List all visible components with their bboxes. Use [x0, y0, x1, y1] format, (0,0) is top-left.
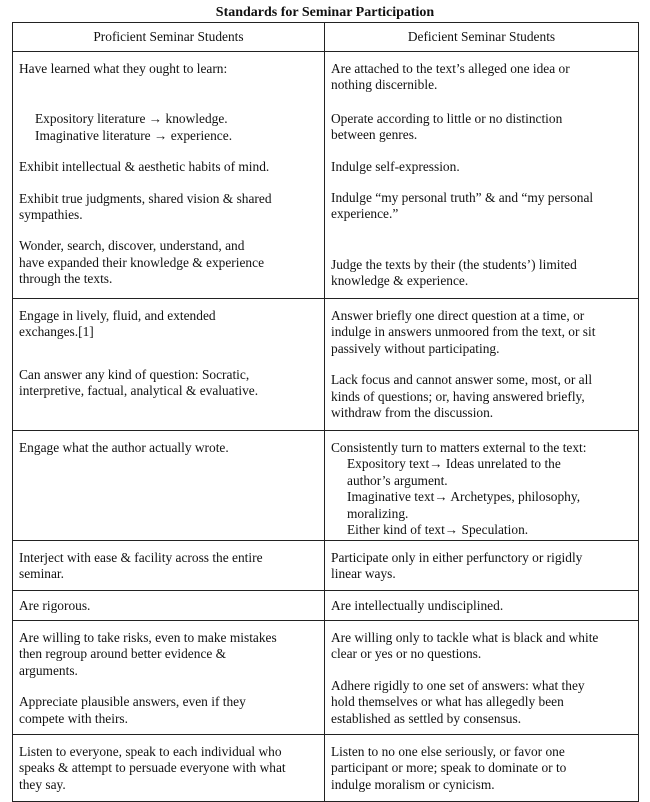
paragraph	[331, 257, 632, 290]
table-row	[13, 299, 639, 431]
text-line: Consistently turn to matters external to the text:	[331, 440, 587, 455]
paragraph	[331, 372, 632, 421]
paragraph	[19, 191, 318, 224]
paragraph	[19, 111, 318, 144]
paragraph	[19, 598, 318, 614]
text-line: kinds of questions; or, having answered briefly,	[331, 388, 585, 404]
text-line: Are intellectually undisciplined.	[331, 598, 504, 613]
header-deficient: Deficient Seminar Students	[325, 23, 639, 52]
deficient-cell	[325, 299, 639, 431]
table-header-row	[13, 23, 639, 52]
paragraph	[331, 111, 632, 144]
paragraph	[19, 440, 318, 456]
table-row	[13, 621, 639, 735]
text-line: arguments.	[19, 662, 78, 678]
paragraph	[19, 61, 318, 77]
text-line: author’s argument.	[347, 472, 448, 488]
paragraph	[19, 367, 318, 400]
text-line: Expository literature → knowledge.	[35, 111, 228, 127]
standards-table	[12, 22, 639, 802]
text-line: Engage in lively, fluid, and extended	[19, 308, 216, 323]
text-line: Are willing to take risks, even to make mistakes	[19, 630, 277, 645]
text-line: Wonder, search, discover, understand, and	[19, 238, 245, 254]
text-line: Engage what the author actually wrote.	[19, 440, 229, 455]
proficient-cell	[13, 541, 325, 591]
paragraph	[19, 308, 318, 341]
paragraph	[19, 694, 318, 727]
paragraph	[19, 744, 318, 793]
text-line: then regroup around better evidence &	[19, 646, 227, 662]
text-line: Expository text→ Ideas unrelated to the	[347, 456, 561, 472]
paragraph	[331, 550, 632, 583]
text-line: knowledge & experience.	[331, 273, 469, 289]
paragraph	[331, 159, 632, 175]
text-line: Judge the texts by their (the students’) limited	[331, 256, 577, 272]
text-line: indulge in answers unmoored from the text, or sit	[331, 324, 596, 340]
document-title: Standards for Seminar Participation	[215, 5, 435, 20]
text-line: nothing discernible.	[331, 77, 438, 93]
deficient-cell	[325, 735, 639, 802]
paragraph	[331, 190, 632, 223]
deficient-cell	[325, 591, 639, 621]
text-line: exchanges.[1]	[19, 324, 94, 340]
text-line: Are willing only to tackle what is black and white	[331, 630, 599, 645]
table-row	[13, 591, 639, 621]
deficient-cell	[325, 431, 639, 541]
text-line: withdraw from the discussion.	[331, 405, 494, 421]
text-line: linear ways.	[331, 566, 396, 582]
text-line: moralizing.	[347, 505, 409, 521]
paragraph	[19, 630, 318, 679]
text-line: Participate only in either perfunctory or rigidly	[331, 550, 583, 565]
paragraph	[331, 744, 632, 793]
text-line: experience.”	[331, 206, 399, 222]
deficient-cell	[325, 621, 639, 735]
text-line: Exhibit true judgments, shared vision & shared	[19, 190, 272, 206]
table-row	[13, 735, 639, 802]
text-line: passively without participating.	[331, 340, 500, 356]
text-line: Have learned what they ought to learn:	[19, 61, 228, 76]
text-line: hold themselves or what has allegedly been	[331, 694, 564, 710]
text-line: have expanded their knowledge & experience	[19, 254, 265, 270]
text-line: Are attached to the text’s alleged one idea or	[331, 61, 570, 76]
text-line: Adhere rigidly to one set of answers: what they	[331, 677, 585, 693]
paragraph	[331, 440, 632, 456]
text-line: Imaginative literature → experience.	[35, 127, 233, 143]
text-line: interpretive, factual, analytical & evaluative.	[19, 383, 259, 399]
deficient-cell	[325, 52, 639, 299]
paragraph	[331, 630, 632, 663]
proficient-cell	[13, 52, 325, 299]
deficient-cell	[325, 541, 639, 591]
text-line: Can answer any kind of question: Socratic,	[19, 366, 250, 382]
proficient-cell	[13, 621, 325, 735]
paragraph	[19, 238, 318, 287]
paragraph	[331, 456, 632, 538]
text-line: Either kind of text→ Speculation.	[347, 522, 529, 538]
proficient-cell	[13, 431, 325, 541]
proficient-cell	[13, 735, 325, 802]
proficient-cell	[13, 591, 325, 621]
proficient-cell	[13, 299, 325, 431]
text-line: Answer briefly one direct question at a time, or	[331, 308, 585, 323]
paragraph	[331, 61, 632, 94]
text-line: Imaginative text→ Archetypes, philosophy,	[347, 489, 581, 505]
table-row	[13, 431, 639, 541]
table-row	[13, 541, 639, 591]
text-line: established as settled by consensus.	[331, 710, 522, 726]
paragraph	[331, 308, 632, 357]
text-line: Listen to everyone, speak to each individual who	[19, 744, 282, 759]
text-line: Indulge self-expression.	[331, 158, 460, 174]
text-line: they say.	[19, 776, 66, 792]
text-line: speaks & attempt to persuade everyone with what	[19, 760, 286, 776]
text-line: indulge moralism or cynicism.	[331, 776, 495, 792]
text-line: Indulge “my personal truth” & and “my personal	[331, 190, 594, 206]
text-line: Lack focus and cannot answer some, most, or all	[331, 372, 593, 388]
header-proficient: Proficient Seminar Students	[13, 23, 325, 52]
text-line: Are rigorous.	[19, 598, 91, 613]
table-row	[13, 52, 639, 299]
text-line: Operate according to little or no distinction	[331, 110, 563, 126]
text-line: Exhibit intellectual & aesthetic habits of mind.	[19, 159, 270, 175]
text-line: Interject with ease & facility across the entire	[19, 550, 263, 565]
text-line: through the texts.	[19, 271, 113, 287]
paragraph	[331, 598, 632, 614]
paragraph	[19, 159, 318, 175]
text-line: seminar.	[19, 566, 64, 582]
text-line: sympathies.	[19, 207, 83, 223]
text-line: participant or more; speak to dominate or to	[331, 760, 567, 776]
text-line: Appreciate plausible answers, even if they	[19, 694, 246, 710]
text-line: Listen to no one else seriously, or favor one	[331, 744, 565, 759]
text-line: compete with theirs.	[19, 710, 128, 726]
text-line: clear or yes or no questions.	[331, 646, 482, 662]
paragraph	[19, 550, 318, 583]
text-line: between genres.	[331, 127, 418, 143]
paragraph	[331, 678, 632, 727]
